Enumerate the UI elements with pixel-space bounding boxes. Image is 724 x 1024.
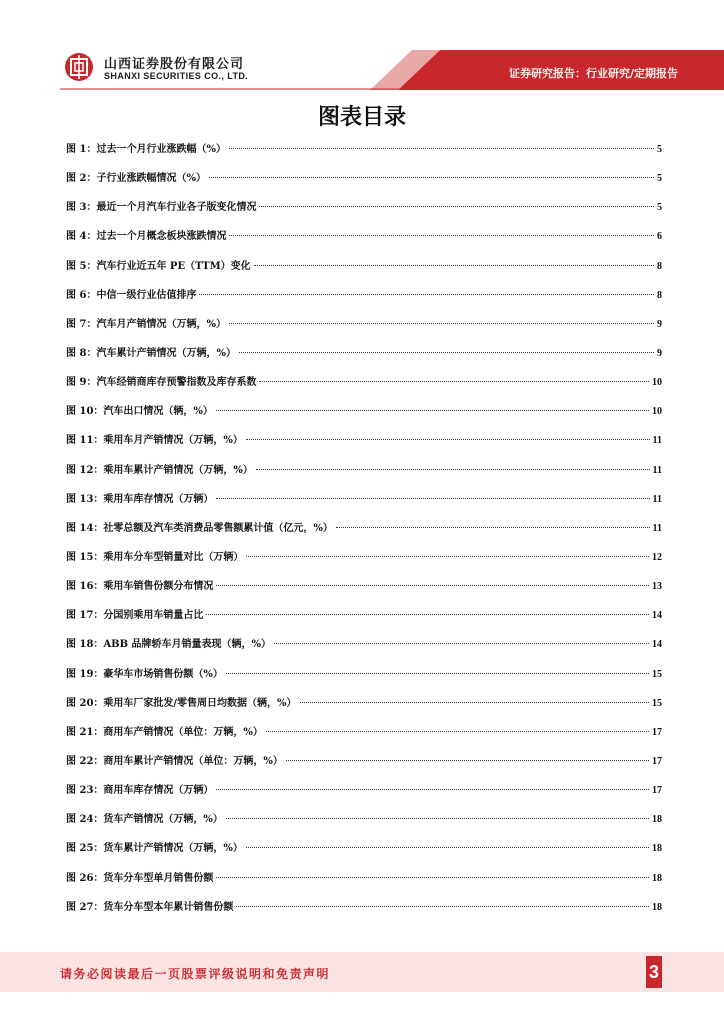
toc-entry[interactable] [66,461,662,490]
toc-entry-label: 图 18：ABB 品牌轿车月销量表现（辆，%） [66,639,272,651]
toc-entry-page: 18 [652,872,662,884]
toc-entry-page: 11 [652,464,662,476]
toc-entry-page: 5 [657,144,662,155]
toc-dot-leader [229,323,654,324]
toc-entry-page: 17 [652,785,662,797]
toc-entry[interactable] [66,490,662,519]
page-title: 图表目录 [317,104,406,130]
toc-entry-page: 13 [652,581,662,593]
toc-dot-leader [226,818,649,819]
toc-dot-leader [199,294,654,295]
toc-entry-page: 14 [652,639,662,651]
toc-entry[interactable] [66,898,662,927]
toc-entry[interactable] [66,402,662,431]
company-name-en: SHANXI SECURITIES CO., LTD. [104,71,249,81]
toc-entry-page: 11 [652,522,662,534]
toc-entry-label: 图 2：子行业涨跌幅情况（%） [66,173,206,185]
toc-entry[interactable] [66,315,662,344]
toc-entry-page: 15 [652,668,662,680]
toc-entry-page: 18 [652,901,662,913]
toc-entry[interactable] [66,198,662,227]
toc-entry-page: 9 [657,347,662,359]
toc-dot-leader [229,235,654,236]
toc-entry-label: 图 1：过去一个月行业涨跌幅（%） [66,144,226,155]
toc-entry-page: 11 [652,493,662,505]
toc-entry-page: 5 [657,202,662,214]
toc-entry-label: 图 22：商用车累计产销情况（单位：万辆，%） [66,755,283,767]
toc-dot-leader [259,206,654,207]
toc-entry[interactable] [66,548,662,577]
footer-bar [0,952,724,992]
toc-entry-page: 18 [652,814,662,826]
company-name-cn: 山西证券股份有限公司 [104,57,245,72]
toc-dot-leader [239,352,654,353]
table-of-figures [66,140,662,927]
toc-entry-label: 图 4：过去一个月概念板块涨跌情况 [66,231,227,243]
page-header [0,0,724,90]
toc-dot-leader [256,469,650,470]
toc-dot-leader [226,673,649,674]
toc-entry[interactable] [66,286,662,315]
toc-entry-label: 图 13：乘用车库存情况（万辆） [66,493,214,505]
toc-entry[interactable] [66,781,662,810]
toc-entry[interactable] [66,723,662,752]
toc-entry-page: 5 [657,173,662,185]
toc-entry-label: 图 15：乘用车分车型销量对比（万辆） [66,551,244,563]
toc-entry[interactable] [66,635,662,664]
toc-dot-leader [266,731,649,732]
toc-entry-page: 6 [657,231,662,243]
shanxi-securities-logo-icon [64,52,94,82]
toc-dot-leader [236,906,649,907]
toc-entry-label: 图 27：货车分车型本年累计销售份额 [66,901,234,913]
toc-entry[interactable] [66,665,662,694]
toc-entry-page: 17 [652,755,662,767]
toc-entry-label: 图 10：汽车出口情况（辆，%） [66,406,213,418]
toc-entry-page: 18 [652,843,662,855]
toc-entry[interactable] [66,752,662,781]
toc-entry-label: 图 25：货车累计产销情况（万辆，%） [66,843,243,855]
toc-entry-label: 图 19：豪华车市场销售份额（%） [66,668,223,680]
toc-entry-label: 图 12：乘用车累计产销情况（万辆，%） [66,464,253,476]
toc-entry[interactable] [66,257,662,286]
toc-entry[interactable] [66,344,662,373]
toc-entry-label: 图 17：分国别乘用车销量占比 [66,610,204,622]
toc-entry-page: 10 [652,377,662,389]
toc-entry[interactable] [66,606,662,635]
toc-dot-leader [286,760,649,761]
toc-dot-leader [246,847,649,848]
toc-entry-label: 图 24：货车产销情况（万辆，%） [66,814,223,826]
toc-entry-page: 8 [657,289,662,301]
toc-dot-leader [274,643,649,644]
toc-dot-leader [229,148,654,149]
toc-dot-leader [216,877,649,878]
toc-dot-leader [246,556,649,557]
toc-entry-label: 图 23：商用车库存情况（万辆） [66,785,214,797]
toc-entry-label: 图 7：汽车月产销情况（万辆，%） [66,318,226,330]
report-category: 证券研究报告：行业研究/定期报告 [508,67,678,80]
toc-entry[interactable] [66,373,662,402]
toc-dot-leader [246,439,650,440]
toc-entry-page: 9 [657,318,662,330]
toc-entry-label: 图 9：汽车经销商库存预警指数及库存系数 [66,377,257,389]
toc-dot-leader [336,527,650,528]
toc-entry-page: 15 [652,697,662,709]
toc-dot-leader [216,585,649,586]
toc-entry-page: 10 [652,406,662,418]
toc-dot-leader [300,702,649,703]
toc-dot-leader [209,177,654,178]
toc-entry[interactable] [66,169,662,198]
page-number: 3 [646,956,662,988]
toc-dot-leader [216,410,649,411]
toc-dot-leader [259,381,649,382]
toc-entry-page: 12 [652,551,662,563]
toc-entry-page: 11 [652,435,662,447]
toc-entry[interactable] [66,694,662,723]
toc-entry-label: 图 6：中信一级行业估值排序 [66,289,197,301]
toc-entry[interactable] [66,577,662,606]
toc-entry[interactable] [66,227,662,256]
toc-entry-label: 图 21：商用车产销情况（单位：万辆，%） [66,726,263,738]
toc-entry-label: 图 5：汽车行业近五年 PE（TTM）变化 [66,260,251,272]
disclaimer-notice: 请务必阅读最后一页股票评级说明和免责声明 [60,967,331,981]
toc-entry[interactable] [66,869,662,898]
toc-entry[interactable] [66,839,662,868]
toc-entry[interactable] [66,431,662,460]
toc-entry-label: 图 14：社零总额及汽车类消费品零售额累计值（亿元，%） [66,522,333,534]
toc-entry-page: 17 [652,726,662,738]
toc-entry-label: 图 3：最近一个月汽车行业各子版变化情况 [66,202,257,214]
toc-entry[interactable] [66,519,662,548]
toc-entry-page: 14 [652,610,662,622]
toc-entry-label: 图 11：乘用车月产销情况（万辆，%） [66,435,243,447]
toc-entry-page: 8 [657,260,662,272]
toc-entry-label: 图 20：乘用车厂家批发/零售周日均数据（辆，%） [66,697,297,709]
toc-entry-label: 图 16：乘用车销售份额分布情况 [66,581,214,593]
toc-entry-label: 图 26：货车分车型单月销售份额 [66,872,214,884]
toc-dot-leader [206,614,649,615]
toc-dot-leader [254,265,654,266]
toc-dot-leader [216,789,649,790]
toc-entry-label: 图 8：汽车累计产销情况（万辆，%） [66,347,236,359]
toc-entry[interactable] [66,140,662,169]
toc-entry[interactable] [66,810,662,839]
toc-dot-leader [216,498,649,499]
